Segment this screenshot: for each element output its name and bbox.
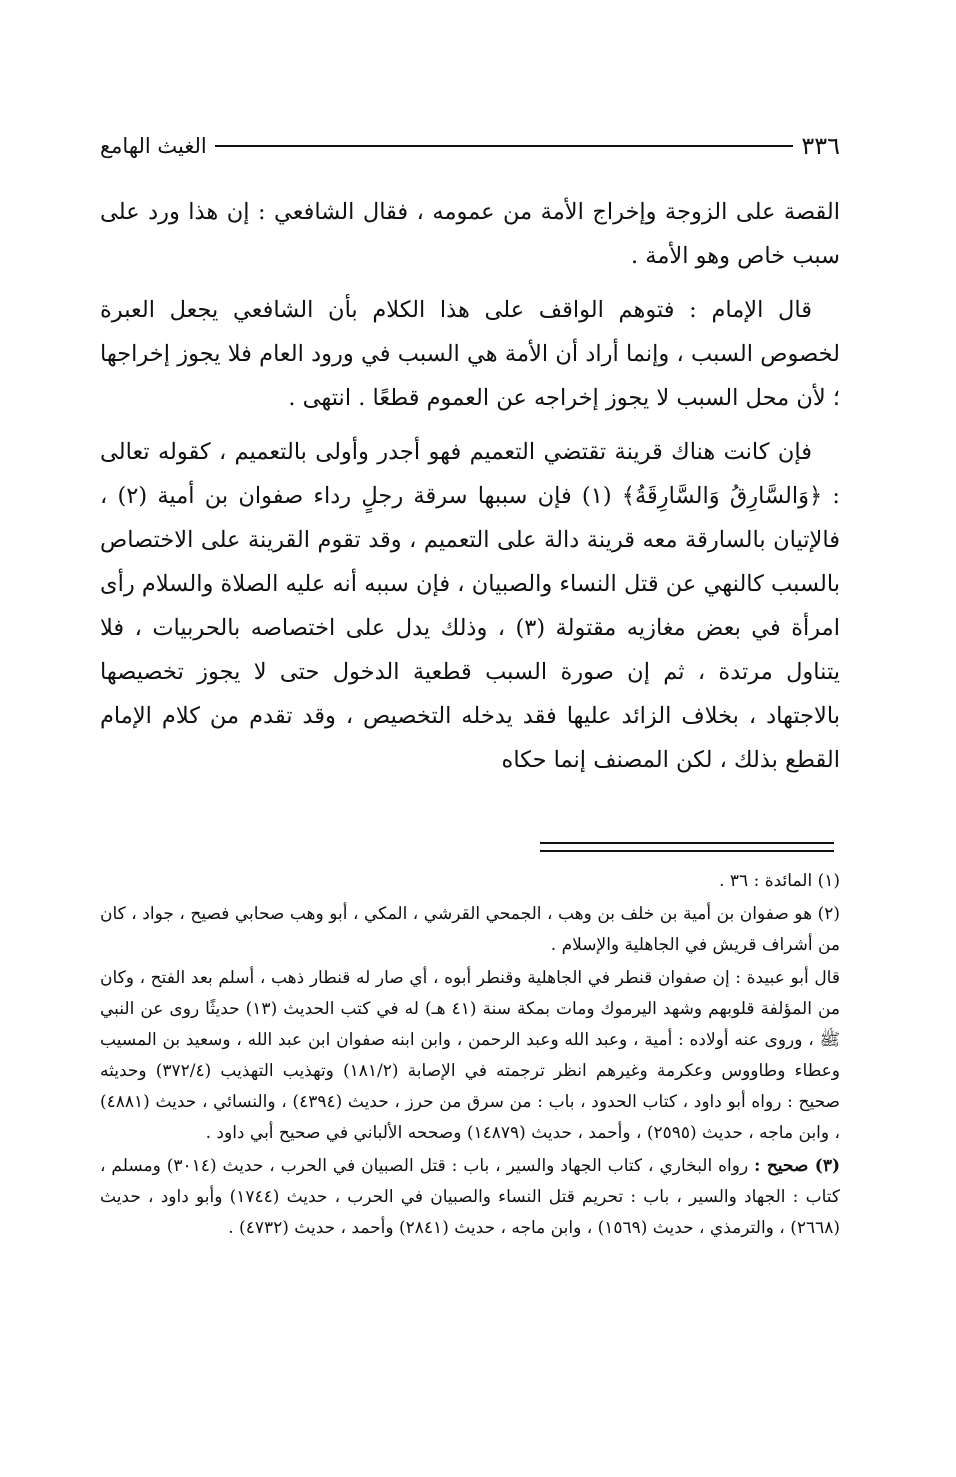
page-number: ٣٣٦ — [801, 132, 840, 160]
running-title: الغيث الهامع — [100, 134, 207, 158]
footnote-3-grade: (٣) صحيح : — [754, 1156, 841, 1176]
paragraph-3: فإن كانت هناك قرينة تقتضي التعميم فهو أجدر وأولى بالتعميم ، كقوله تعالى : ﴿وَالسَّارِقُ وَالسَّارِقَةُ﴾ (١) فإن سببها سرقة رجلٍ رداء صفوان بن أمية (٢) ، فالإتيان بالسارقة معه قرينة دالة على التعميم ، وقد تقوم القرينة على الاختصاص بالسبب كالنهي عن قتل النساء والصبيان ، فإن سببه أنه عليه الصلاة والسلام رأى امرأة في بعض مغازيه مقتولة (٣) ، وذلك يدل على اختصاصه بالحربيات ، فلا يتناول مرتدة ، ثم إن صورة السبب قطعية الدخول حتى لا يجوز تخصيصها بالاجتهاد ، بخلاف الزائد عليها فقد يدخله التخصيص ، وقد تقدم من كلام الإمام القطع بذلك ، لكن المصنف إنما حكاه — [100, 439, 840, 773]
footnote-1: (١) المائدة : ٣٦ . — [719, 871, 840, 891]
footnote-3-text: رواه البخاري ، كتاب الجهاد والسير ، باب : قتل الصبيان في الحرب ، حديث (٣٠١٤) ومسلم ، كتاب : الجهاد والسير ، باب : تحريم قتل النساء والصبيان في الحرب ، حديث (١٧٤٤) وأبو داود ، حديث (٢٦٦٨) ، والترمذي ، حديث (١٥٦٩) ، وابن ماجه ، حديث (٢٨٤١) وأحمد ، حديث (٤٧٣٢) . — [100, 1156, 840, 1238]
footnote-3 — [100, 1151, 840, 1244]
footnotes — [100, 866, 840, 1246]
main-text — [100, 190, 840, 792]
header-rule — [215, 145, 794, 147]
paragraph-1: القصة على الزوجة وإخراج الأمة من عمومه ، فقال الشافعي : إن هذا ورد على سبب خاص وهو الأمة . — [100, 199, 840, 269]
footnote-separator — [540, 842, 834, 852]
paragraph-2: قال الإمام : فتوهم الواقف على هذا الكلام بأن الشافعي يجعل العبرة لخصوص السبب ، وإنما أراد أن الأمة هي السبب في ورود العام فلا يجوز إخراجها ؛ لأن محل السبب لا يجوز إخراجه عن العموم قطعًا . انتهى . — [100, 297, 840, 411]
page-header — [100, 128, 840, 164]
footnote-2: (٢) هو صفوان بن أمية بن خلف بن وهب ، الجمحي القرشي ، المكي ، أبو وهب صحابي فصيح ، جواد ، كان من أشراف قريش في الجاهلية والإسلام . — [100, 904, 840, 955]
footnote-2-continued: قال أبو عبيدة : إن صفوان قنطر في الجاهلية وقنطر أبوه ، أي صار له قنطار ذهب ، أسلم بعد الفتح ، وكان من المؤلفة قلوبهم وشهد اليرموك ومات بمكة سنة (٤١ هـ) له في كتب الحديث (١٣) حديثًا روى عن النبي ﷺ ، وروى عنه أولاده : أمية ، وعبد الله وعبد الرحمن ، وابن ابنه صفوان ابن عبد الله ، وسعيد بن المسيب وعطاء وطاووس وعكرمة وغيرهم انظر ترجمته في الإصابة (١٨١/٢) وتهذيب التهذيب (٣٧٢/٤) وحديثه صحيح : رواه أبو داود ، كتاب الحدود ، باب : من سرق من حرز ، حديث (٤٣٩٤) ، والنسائي ، حديث (٤٨٨١) ، وابن ماجه ، حديث (٢٥٩٥) ، وأحمد ، حديث (١٤٨٧٩) وصححه الألباني في صحيح أبي داود . — [100, 968, 841, 1143]
